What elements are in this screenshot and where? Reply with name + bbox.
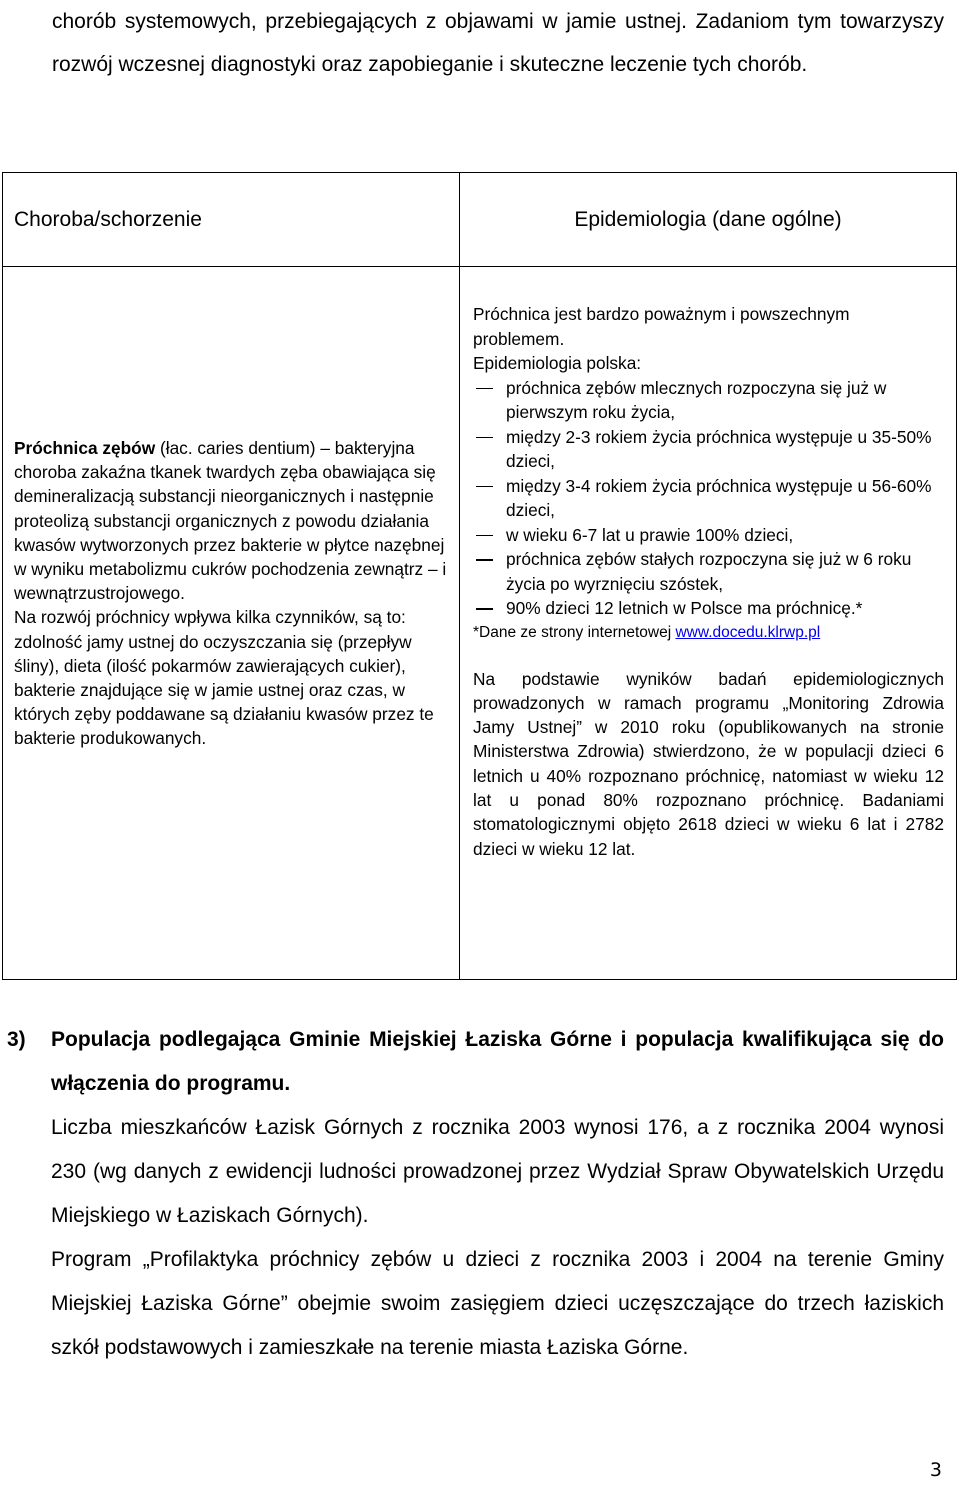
- list-item: 90% dzieci 12 letnich w Polsce ma próchnicę.*: [473, 596, 944, 621]
- disease-factors: Na rozwój próchnicy wpływa kilka czynników, są to: zdolność jamy ustnej do oczyszczania się (przepływ śliny), dieta (ilość pokarmów zawierających cukier), bakterie znajdujące się w jamie ustnej oraz czas, w których zęby poddawane są działaniu kwasów przez te bakterie produkowanych.: [14, 607, 434, 749]
- epidemiology-sublead: Epidemiologia polska:: [473, 353, 642, 373]
- dash-bullet-icon: [476, 437, 493, 439]
- section-3: [7, 1018, 944, 1370]
- list-item: między 2-3 rokiem życia próchnica występuje u 35-50% dzieci,: [473, 425, 944, 474]
- header-epidemiology: Epidemiologia (dane ogólne): [460, 173, 957, 267]
- source-note: *Dane ze strony internetowej www.docedu.klrwp.pl: [473, 623, 821, 641]
- list-item: między 3-4 rokiem życia próchnica występuje u 56-60% dzieci,: [473, 474, 944, 523]
- source-link[interactable]: www.docedu.klrwp.pl: [675, 623, 821, 641]
- dash-bullet-icon: [476, 559, 493, 561]
- study-paragraph: Na podstawie wyników badań epidemiologicznych prowadzonych w ramach programu „Monitoring Zdrowia Jamy Ustnej” w 2010 roku (opublikowanych na stronie Ministerstwa Zdrowia) stwierdzono, że w populacji dzieci 6 letnich u 40% rozpoznano próchnicę, natomiast w wieku 12 lat u ponad 80% rozpoznano próchnicę. Badaniami stomatologicznymi objęto 2618 dzieci w wieku 6 lat i 2782 dzieci w wieku 12 lat.: [473, 668, 944, 859]
- list-item: próchnica zębów stałych rozpoczyna się już w 6 roku życia po wyrznięciu szóstek,: [473, 547, 944, 596]
- disease-definition-text: (łac. caries dentium) – bakteryjna choroba zakaźna tkanek twardych zęba obawiająca się demineralizacją substancji nieorganicznych i następnie proteolizą substancji organicznych z powodu działania kwasów wytworzonych przez bakterie w płytce nazębnej w wyniku metabolizmu cukrów pochodzenia zewnątrz – i wewnątrzustrojowego.: [14, 438, 447, 604]
- header-disease: Choroba/schorzenie: [3, 173, 460, 267]
- epidemiology-lead: Próchnica jest bardzo poważnym i powszechnym problemem.: [473, 304, 850, 349]
- list-item: próchnica zębów mlecznych rozpoczyna się już w pierwszym roku życia,: [473, 376, 944, 425]
- table-header-row: [3, 173, 957, 267]
- dash-bullet-icon: [476, 486, 493, 488]
- intro-text: chorób systemowych, przebiegających z objawami w jamie ustnej. Zadaniom tym towarzyszy rozwój wczesnej diagnostyki oraz zapobieganie i skuteczne leczenie tych chorób.: [52, 10, 944, 76]
- section-number: 3): [7, 1028, 26, 1051]
- dash-bullet-icon: [476, 388, 493, 390]
- disease-table: [2, 172, 957, 980]
- list-item: w wieku 6-7 lat u prawie 100% dzieci,: [473, 523, 944, 548]
- table-row: [3, 267, 957, 980]
- section-title: Populacja podlegająca Gminie Miejskiej Łaziska Górne i populacja kwalifikująca się do włączenia do programu.: [51, 1028, 944, 1095]
- epidemiology-cell: [460, 267, 957, 980]
- section-paragraph: Liczba mieszkańców Łazisk Górnych z rocznika 2003 wynosi 176, a z rocznika 2004 wynosi 230 (wg danych z ewidencji ludności prowadzonej przez Wydział Spraw Obywatelskich Urzędu Miejskiego w Łaziskach Górnych).: [51, 1116, 944, 1227]
- epidemiology-list: [473, 376, 944, 621]
- intro-paragraph: [52, 0, 944, 86]
- section-body: [7, 1106, 944, 1370]
- page-number: 3: [929, 1459, 942, 1481]
- dash-bullet-icon: [476, 535, 493, 537]
- disease-cell: [3, 267, 460, 980]
- section-heading: [7, 1018, 944, 1106]
- section-paragraph: Program „Profilaktyka próchnicy zębów u dzieci z rocznika 2003 i 2004 na terenie Gminy Miejskiej Łaziska Górne” obejmie swoim zasięgiem dzieci uczęszczające do trzech łaziskich szkół podstawowych i zamieszkałe na terenie miasta Łaziska Górne.: [51, 1248, 944, 1359]
- dash-bullet-icon: [476, 608, 493, 610]
- disease-definition: [14, 436, 451, 605]
- disease-term: Próchnica zębów: [14, 438, 156, 458]
